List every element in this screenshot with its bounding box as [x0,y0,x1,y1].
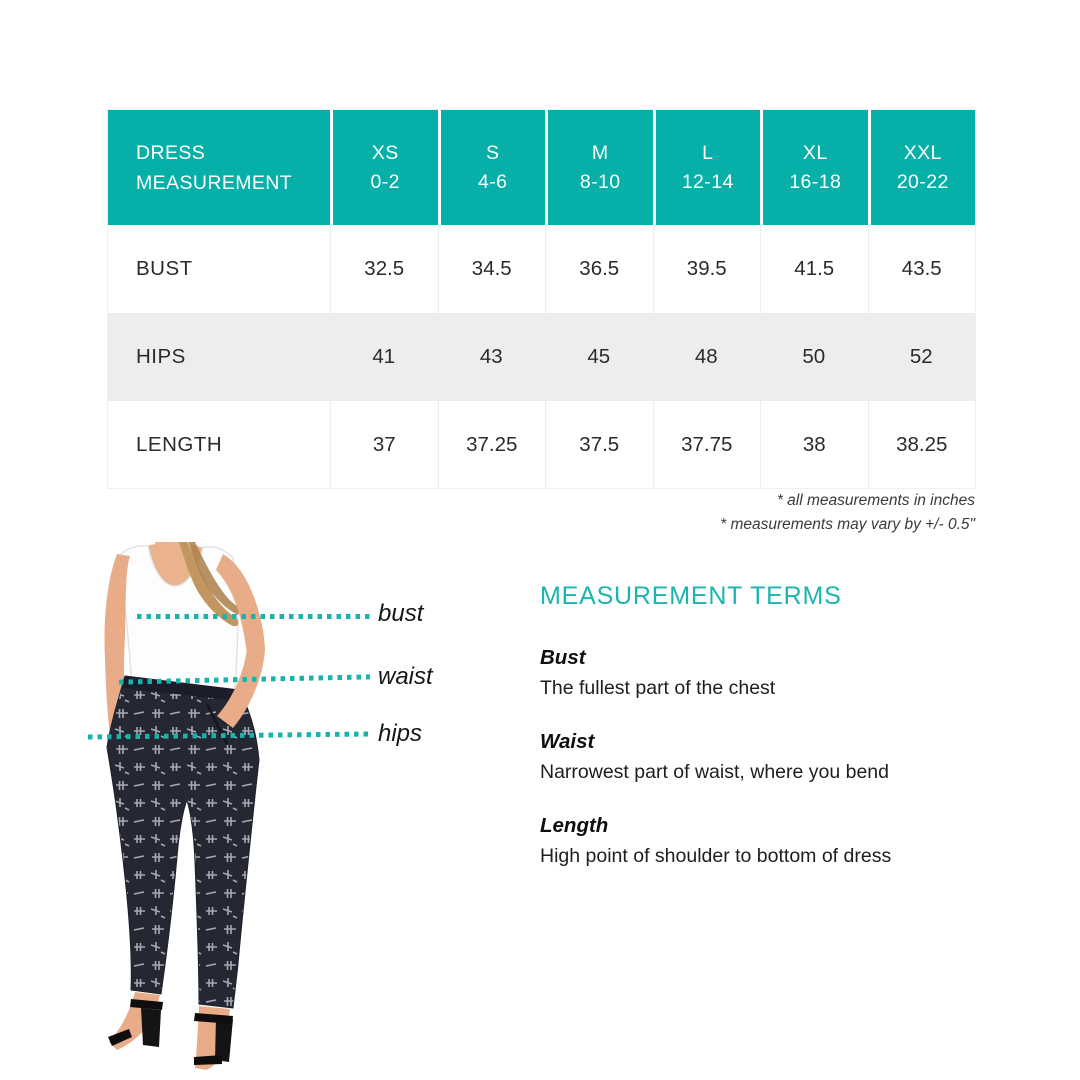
size-label: S [486,141,500,164]
column-header-m [545,110,653,225]
term-desc-length: High point of shoulder to bottom of dress [540,845,892,867]
table-footnotes [540,489,975,536]
cell-hips-l: 48 [653,313,761,401]
table-title-text: DRESS MEASUREMENT [136,141,293,194]
size-label: XS [371,141,399,164]
column-header-xxl [868,110,976,225]
measurement-terms-section [540,582,985,898]
cell-bust-s: 34.5 [438,225,546,313]
model-figure-illustration [95,542,345,1080]
model-photo [95,542,345,1080]
cell-length-l: 37.75 [653,401,761,488]
row-label-length: LENGTH [108,401,330,488]
size-label: XL [802,141,828,164]
cell-hips-s: 43 [438,313,546,401]
size-range: 12-14 [681,170,734,193]
column-header-s [438,110,546,225]
bust-line-label: bust [378,600,424,627]
term-name-length: Length [540,814,609,837]
cell-hips-m: 45 [545,313,653,401]
cell-bust-m: 36.5 [545,225,653,313]
cell-hips-xxl: 52 [868,313,976,401]
cell-bust-l: 39.5 [653,225,761,313]
size-range: 20-22 [896,170,949,193]
column-header-xs [330,110,438,225]
row-label-hips: HIPS [108,313,330,401]
column-header-l [653,110,761,225]
waist-line-label: waist [378,663,433,690]
table-header-title [108,110,330,225]
cell-length-m: 37.5 [545,401,653,488]
cell-length-xl: 38 [760,401,868,488]
size-label: L [702,141,714,164]
size-range: 16-18 [789,170,842,193]
cell-bust-xxl: 43.5 [868,225,976,313]
size-range: 0-2 [370,170,400,193]
cell-bust-xs: 32.5 [330,225,438,313]
term-desc-bust: The fullest part of the chest [540,677,776,699]
cell-hips-xs: 41 [330,313,438,401]
row-label-bust: BUST [108,225,330,313]
size-range: 4-6 [478,170,508,193]
hips-line-label: hips [378,720,423,747]
size-chart-table [108,110,975,488]
term-desc-waist: Narrowest part of waist, where you bend [540,761,890,783]
size-range: 8-10 [579,170,621,193]
column-header-xl [760,110,868,225]
footnote-inches: * all measurements in inches [776,492,975,509]
cell-hips-xl: 50 [760,313,868,401]
term-name-waist: Waist [540,730,595,753]
size-label: XXL [903,141,942,164]
cell-length-xxl: 38.25 [868,401,976,488]
bust-measure-line [137,614,370,619]
footnote-variance: * measurements may vary by +/- 0.5" [720,515,975,533]
cell-bust-xl: 41.5 [760,225,868,313]
cell-length-xs: 37 [330,401,438,488]
cell-length-s: 37.25 [438,401,546,488]
term-name-bust: Bust [540,646,586,669]
size-label: M [591,141,609,164]
terms-heading: MEASUREMENT TERMS [540,582,842,610]
